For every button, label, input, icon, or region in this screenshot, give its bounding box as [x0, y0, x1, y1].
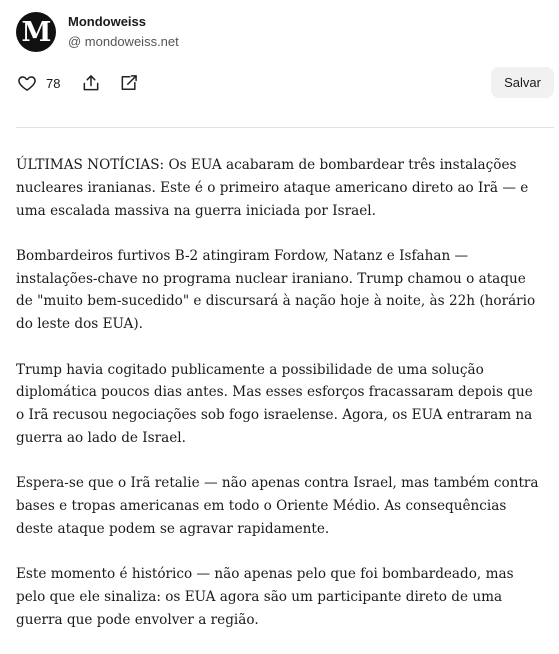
post-paragraph: Trump havia cogitado publicamente a possibilidade de uma solução diplomática poucos dias antes. Mas esses esforços fracassaram depois que o Irã recusou negociações sob fogo israelense. Agora, os EUA entraram na guerra ao lado de Israel.: [16, 361, 533, 446]
post-body: [16, 154, 542, 654]
publisher-name[interactable]: Mondoweiss: [68, 14, 147, 29]
post-paragraph: ÚLTIMAS NOTÍCIAS: Os EUA acabaram de bombardear três instalações nucleares iranianas. Este é o primeiro ataque americano direto ao Irã — e uma escalada massiva na guerra iniciada por Israel.: [16, 157, 529, 219]
share-button[interactable]: [80, 72, 102, 94]
heart-icon: [17, 73, 37, 93]
publisher-handle[interactable]: @ mondoweiss.net: [68, 34, 179, 49]
post-header: [16, 12, 179, 52]
external-share-icon: [119, 73, 139, 93]
publisher-avatar[interactable]: M: [16, 12, 56, 52]
share-upload-icon: [81, 73, 101, 93]
save-button[interactable]: Salvar: [491, 67, 554, 98]
like-count: 78: [46, 75, 61, 91]
publisher-info: [68, 13, 179, 51]
like-button[interactable]: [16, 72, 38, 94]
header-divider: [16, 127, 554, 128]
post-paragraph: Bombardeiros furtivos B-2 atingiram Fordow, Natanz e Isfahan — instalações-chave no programa nuclear iraniano. Trump chamou o ataque de "muito bem-sucedido" e discursará à nação hoje à noite, às 22h (horário do leste dos EUA).: [16, 247, 536, 333]
repost-button[interactable]: [118, 72, 140, 94]
post-paragraph: Espera-se que o Irã retalie — não apenas contra Israel, mas também contra bases e tropas americanas em todo o Oriente Médio. As consequências deste ataque podem se agravar rapidamente.: [16, 475, 539, 537]
post-actions: [16, 70, 140, 96]
post-paragraph: Este momento é histórico — não apenas pelo que foi bombardeado, mas pelo que ele sinaliza: os EUA agora são um participante direto de uma guerra que pode envolver a região.: [16, 566, 514, 628]
